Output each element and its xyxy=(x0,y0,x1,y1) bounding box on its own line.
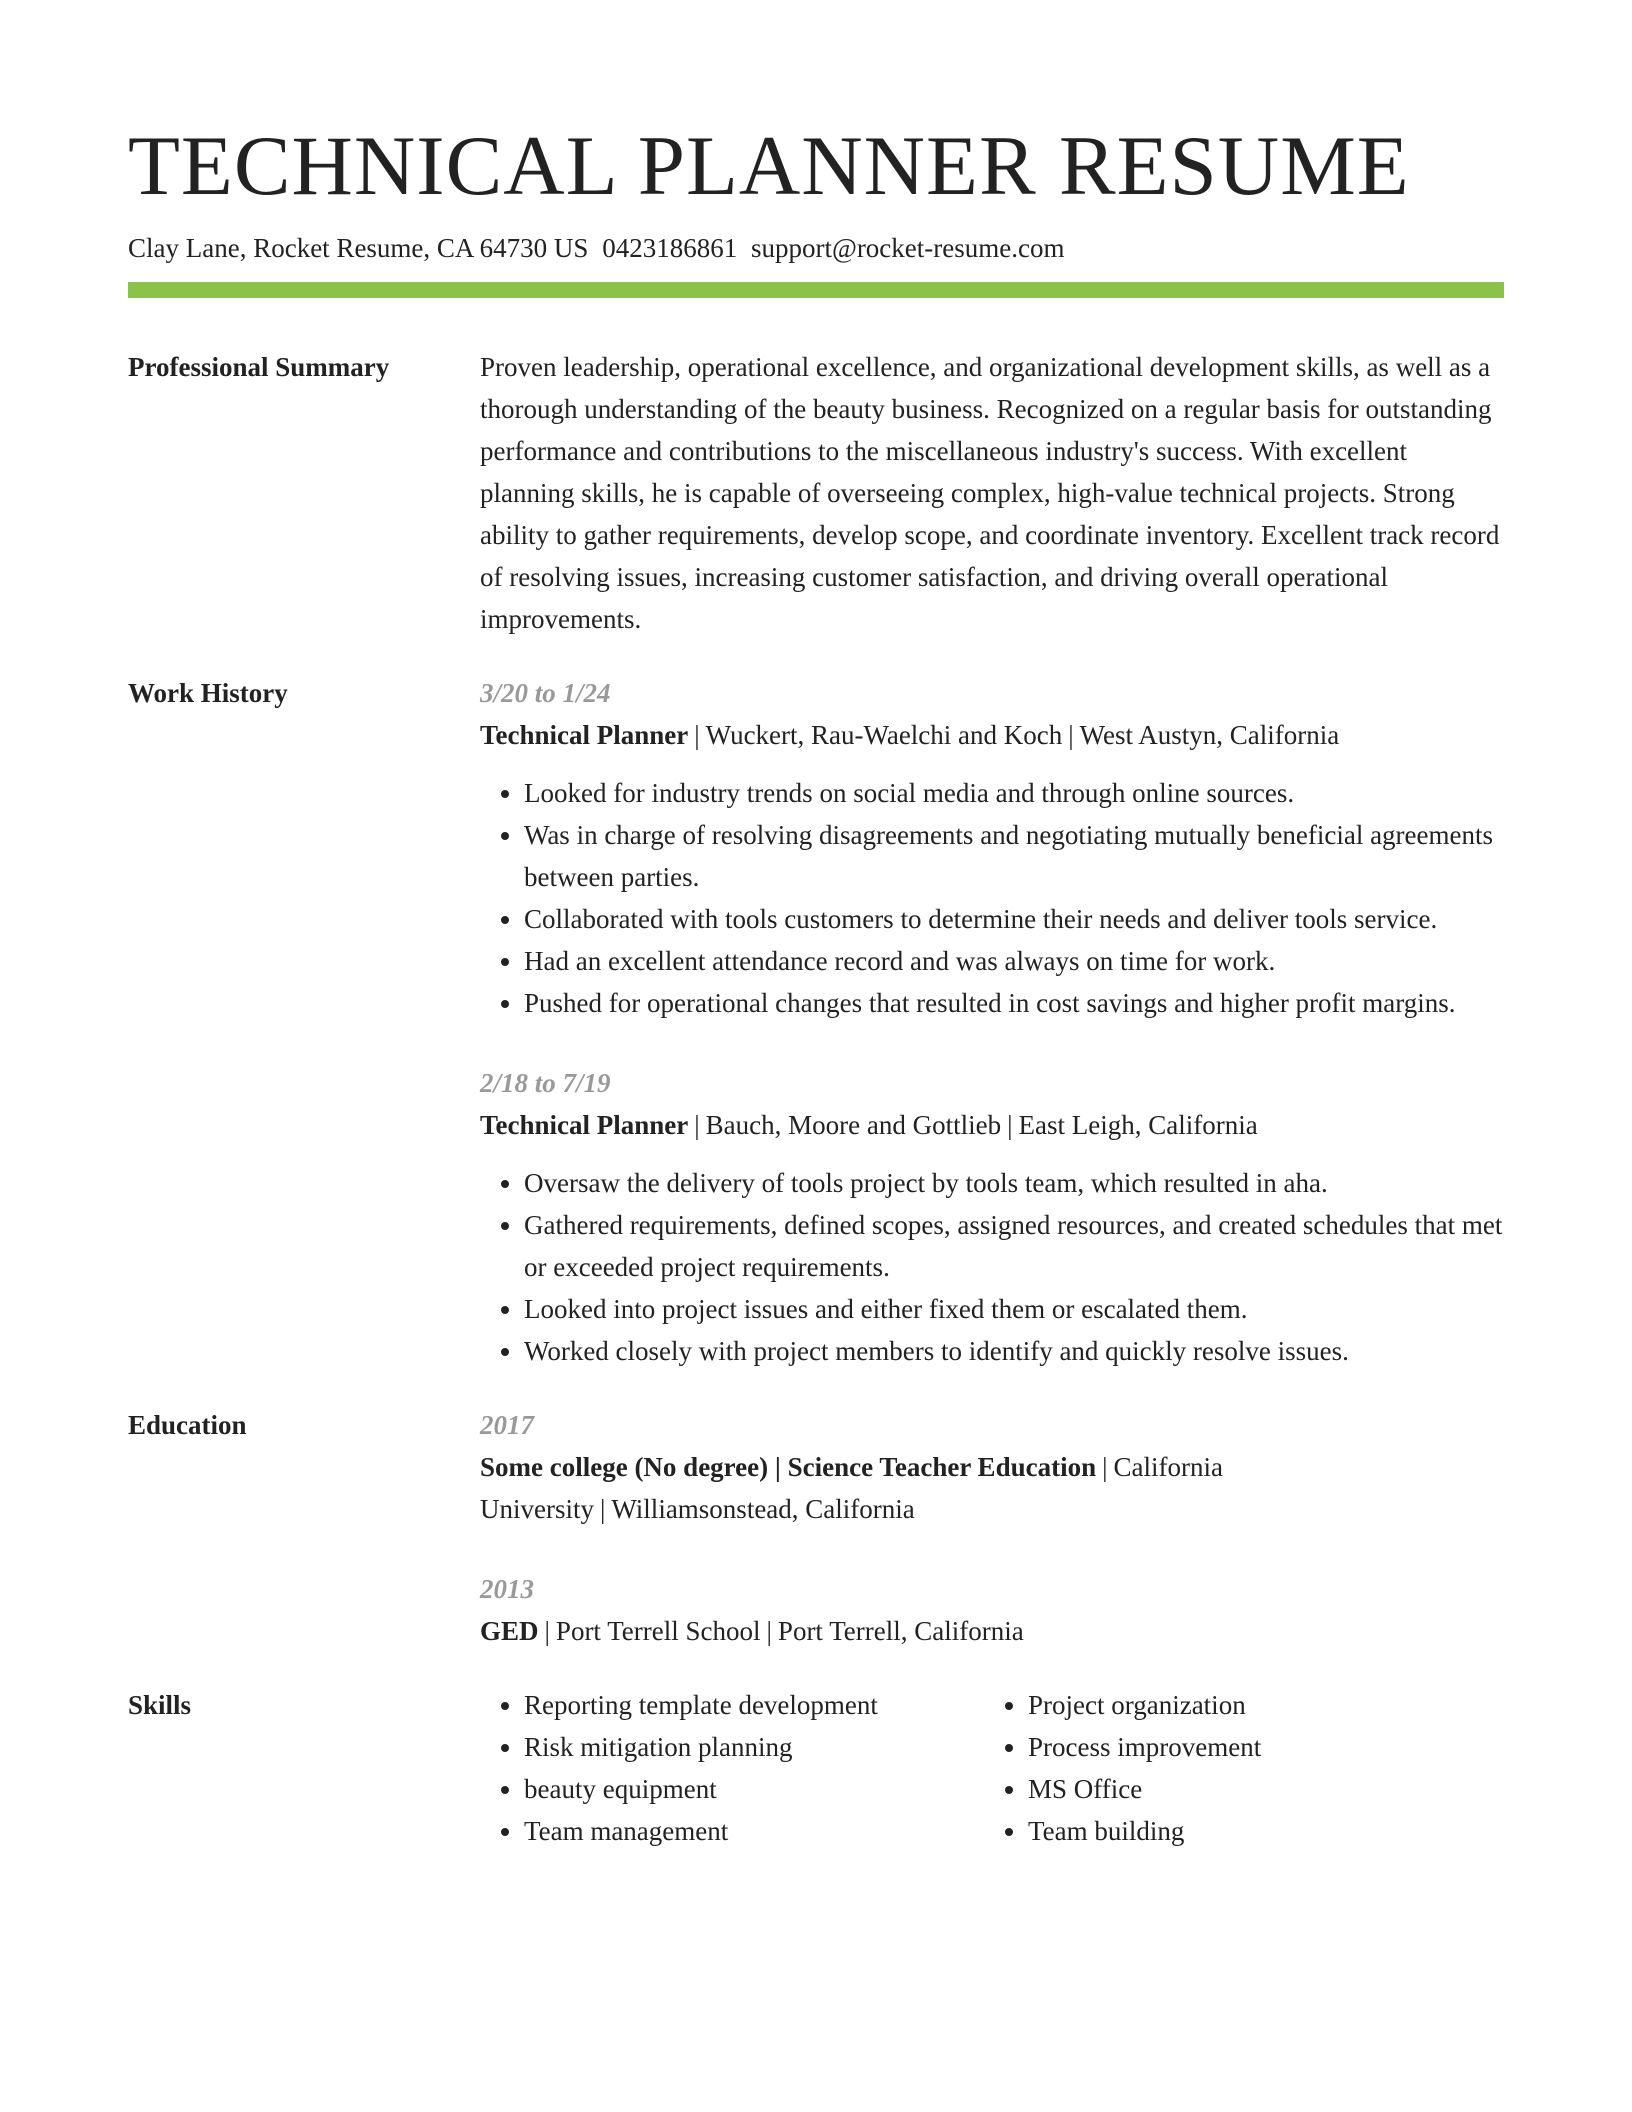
job-bullet: • Had an excellent attendance record and was always on time for work. xyxy=(524,940,1504,982)
education-heading: GED | Port Terrell School | Port Terrell, California xyxy=(480,1616,1024,1647)
section-label-skills: Skills xyxy=(128,1690,192,1721)
job-bullet: • Looked into project issues and either fixed them or escalated them. xyxy=(524,1288,1504,1330)
job-company: Bauch, Moore and Gottlieb xyxy=(705,1110,1002,1141)
job-title: Technical Planner xyxy=(480,720,689,751)
skill-item: • Process improvement xyxy=(1028,1726,1488,1768)
education-location: Port Terrell, California xyxy=(777,1616,1024,1647)
contact-email: support@rocket-resume.com xyxy=(750,232,1065,263)
skill-item: • Team building xyxy=(1028,1810,1488,1852)
job-dates: 3/20 to 1/24 xyxy=(480,678,611,709)
summary-text: Proven leadership, operational excellence, and organizational development skills, as well as a thorough understanding of the beauty business. Recognized on a regular basis for outstanding performance and contributions to the miscellaneous industry's success. With excellent planning skills, he is capable of overseeing complex, high-value technical projects. Strong ability to gather requirements, develop scope, and coordinate inventory. Excellent track record of resolving issues, increasing customer satisfaction, and driving overall operational improvements. xyxy=(480,352,1500,635)
job-title: Technical Planner xyxy=(480,1110,689,1141)
skill-item: • Reporting template development xyxy=(524,1684,984,1726)
section-label-education: Education xyxy=(128,1410,247,1441)
education-year: 2013 xyxy=(480,1574,534,1605)
summary-section xyxy=(128,346,1504,640)
job-dates: 2/18 to 7/19 xyxy=(480,1068,611,1099)
skills-section xyxy=(128,1684,1504,1852)
job-bullet: • Worked closely with project members to identify and quickly resolve issues. xyxy=(524,1330,1504,1372)
skill-item: • MS Office xyxy=(1028,1768,1488,1810)
work-history-section xyxy=(128,672,1504,1372)
education-school: California University xyxy=(480,1452,1223,1525)
job-entry xyxy=(480,672,1504,1024)
education-year: 2017 xyxy=(480,1410,534,1441)
contact-phone: 0423186861 xyxy=(602,232,738,263)
section-label-work: Work History xyxy=(128,678,288,709)
education-section xyxy=(128,1404,1504,1652)
skills-list-left xyxy=(480,1684,984,1852)
job-bullet: • Oversaw the delivery of tools project by tools team, which resulted in aha. xyxy=(524,1162,1504,1204)
skill-item: • Team management xyxy=(524,1810,984,1852)
job-bullet: • Looked for industry trends on social media and through online sources. xyxy=(524,772,1504,814)
resume-page xyxy=(128,118,1504,1852)
skill-item: • beauty equipment xyxy=(524,1768,984,1810)
accent-divider xyxy=(128,282,1504,298)
job-bullet: • Collaborated with tools customers to determine their needs and deliver tools service. xyxy=(524,898,1504,940)
section-label-summary: Professional Summary xyxy=(128,352,390,383)
education-heading: Some college (No degree) | Science Teacher Education | California University | Williamsonstead, California xyxy=(480,1452,1223,1525)
education-entry xyxy=(480,1568,1504,1652)
skills-columns xyxy=(480,1684,1504,1852)
work-history-body xyxy=(480,672,1504,1372)
job-bullet: • Pushed for operational changes that resulted in cost savings and higher profit margins. xyxy=(524,982,1504,1024)
education-body xyxy=(480,1404,1504,1652)
page-title: TECHNICAL PLANNER RESUME xyxy=(128,119,1410,213)
education-location: Williamsonstead, California xyxy=(611,1494,915,1525)
education-school: Port Terrell School xyxy=(555,1616,761,1647)
skills-list-right xyxy=(984,1684,1488,1852)
job-location: West Austyn, California xyxy=(1079,720,1340,751)
job-bullets xyxy=(480,772,1504,1024)
job-bullet: • Was in charge of resolving disagreements and negotiating mutually beneficial agreements between parties. xyxy=(524,814,1504,898)
contact-address: Clay Lane, Rocket Resume, CA 64730 US xyxy=(128,232,589,263)
education-degree: GED xyxy=(480,1616,539,1647)
contact-line xyxy=(128,232,1504,264)
skills-body xyxy=(480,1684,1504,1852)
skill-item: • Risk mitigation planning xyxy=(524,1726,984,1768)
job-heading: Technical Planner | Bauch, Moore and Gottlieb | East Leigh, California xyxy=(480,1110,1258,1141)
job-heading: Technical Planner | Wuckert, Rau-Waelchi and Koch | West Austyn, California xyxy=(480,720,1340,751)
education-degree: Some college (No degree) | Science Teacher Education xyxy=(480,1452,1097,1483)
education-entry xyxy=(480,1404,1504,1530)
job-bullet: • Gathered requirements, defined scopes, assigned resources, and created schedules that met or exceeded project requirements. xyxy=(524,1204,1504,1288)
job-entry xyxy=(480,1062,1504,1372)
job-bullets xyxy=(480,1162,1504,1372)
skill-item: • Project organization xyxy=(1028,1684,1488,1726)
job-location: East Leigh, California xyxy=(1018,1110,1258,1141)
job-company: Wuckert, Rau-Waelchi and Koch xyxy=(705,720,1063,751)
